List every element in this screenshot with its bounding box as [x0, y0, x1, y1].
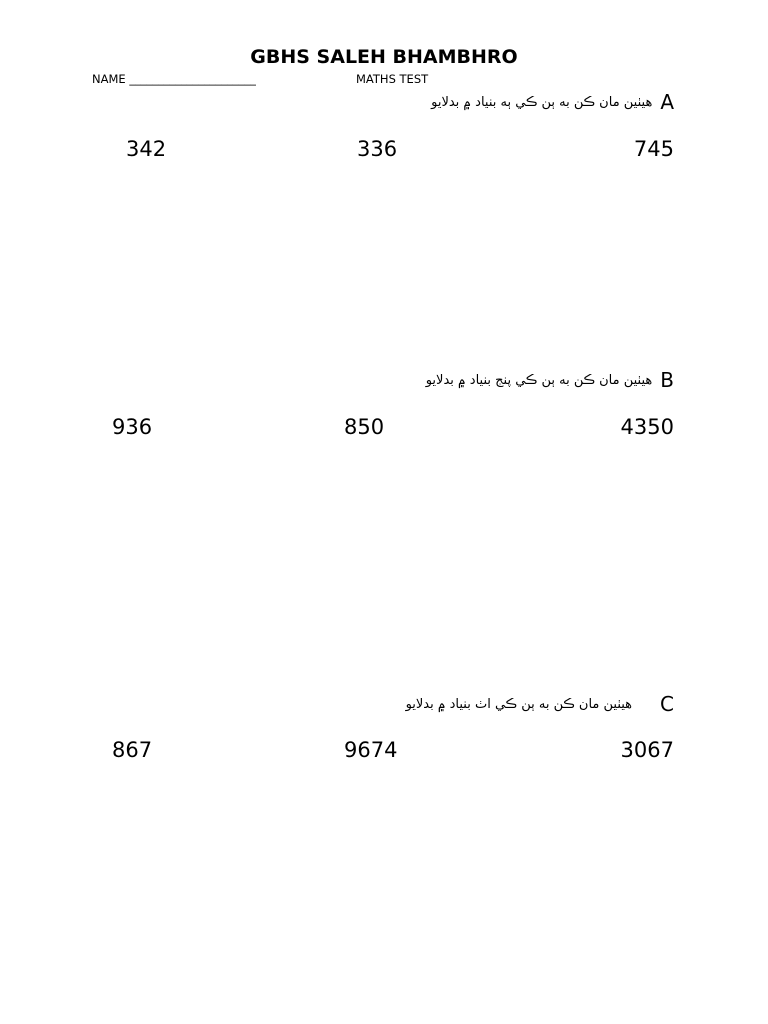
section-b-number-2: 850 — [344, 415, 385, 439]
section-c-number-1: 867 — [112, 738, 153, 762]
section-c-letter: C — [660, 692, 674, 716]
section-a-number-1: 342 — [126, 137, 167, 161]
section-c-number-2: 9674 — [344, 738, 398, 762]
section-b-header — [426, 368, 674, 392]
section-c-number-3: 3067 — [620, 738, 674, 762]
section-b-number-1: 936 — [112, 415, 153, 439]
page-title: GBHS SALEH BHAMBHRO — [250, 46, 518, 68]
section-a-header — [431, 90, 674, 114]
name-field-label: NAME ______________________ — [92, 72, 256, 86]
section-b-number-3: 4350 — [620, 415, 674, 439]
section-b-instruction: هيٺين مان ڪن به ٻن ڪي پنج بنياد ۾ بدلايو — [425, 372, 653, 388]
section-c-header — [406, 692, 674, 716]
section-c-instruction: هيٺين مان ڪن به ٻن ڪي اٺ بنياد ۾ بدلايو — [405, 696, 633, 712]
section-b-letter: B — [660, 368, 674, 392]
section-a-number-2: 336 — [357, 137, 398, 161]
section-a-letter: A — [660, 90, 674, 114]
subject-label: MATHS TEST — [356, 72, 429, 86]
section-a-instruction: هيٺين مان ڪن به ٻن ڪي ٻه بنياد ۾ بدلايو — [431, 94, 653, 110]
section-a-number-3: 745 — [633, 137, 674, 161]
